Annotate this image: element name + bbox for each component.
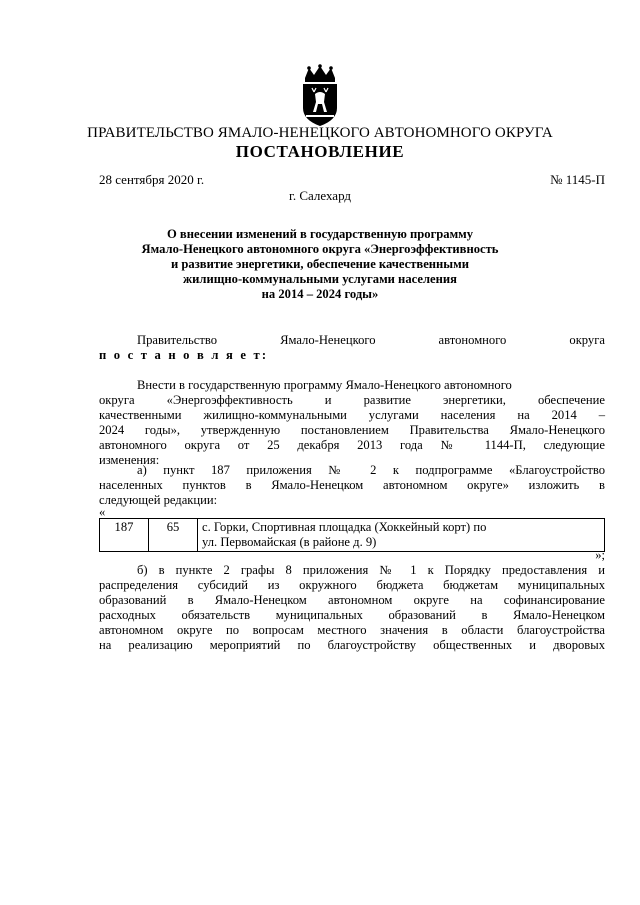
- amendment-table: [99, 518, 605, 552]
- paragraph-line: следующей редакции:: [99, 493, 218, 507]
- preamble-word: округа: [569, 333, 605, 347]
- paragraph-line: качественными жилищно-коммунальными услугами населения на 2014 –: [99, 408, 605, 422]
- paragraph-1: [99, 378, 605, 468]
- paragraph-line: населенных пунктов в Ямало-Ненецком автономном округе» изложить в: [99, 478, 605, 492]
- title-line: и развитие энергетики, обеспечение качественными: [171, 257, 469, 271]
- quote-close: »;: [595, 548, 605, 562]
- paragraph-line: автономном округе по вопросам местного значения в области благоустройства: [99, 623, 605, 637]
- paragraph-line: б) в пункте 2 графы 8 приложения № 1 к Порядку предоставления и: [137, 563, 605, 577]
- government-name: ПРАВИТЕЛЬСТВО ЯМАЛО-НЕНЕЦКОГО АВТОНОМНОГО ОКРУГА: [87, 125, 553, 141]
- title-line: на 2014 – 2024 годы»: [261, 287, 379, 301]
- paragraph-line: изменения:: [99, 453, 160, 467]
- paragraph-line: а) пункт 187 приложения № 2 к подпрограмме «Благоустройство: [137, 463, 605, 477]
- paragraph-a: [99, 463, 605, 508]
- title-line: О внесении изменений в государственную программу: [166, 227, 474, 241]
- document-title: [100, 227, 540, 302]
- paragraph-line: на реализацию мероприятий по благоустройству общественных и дворовых: [99, 638, 605, 652]
- title-line: Ямало-Ненецкого автономного округа «Энергоэффективность: [141, 242, 499, 256]
- document-number: № 1145-П: [550, 172, 605, 187]
- paragraph-line: образований в Ямало-Ненецком автономном округе на софинансирование: [99, 593, 605, 607]
- table-cell-code: 65: [149, 519, 198, 552]
- coat-of-arms-icon: [297, 64, 343, 128]
- preamble-word: Правительство: [137, 333, 218, 347]
- paragraph-line: Внести в государственную программу Ямало-Ненецкого автономного: [137, 378, 512, 392]
- paragraph-line: 2024 годы», утвержденную постановлением Правительства Ямало-Ненецкого: [99, 423, 605, 437]
- paragraph-line: расходных обязательств муниципальных образований в Ямало-Ненецком: [99, 608, 605, 622]
- table-row: [100, 519, 605, 552]
- paragraph-line: автономного округа от 25 декабря 2013 года № 1144-П, следующие: [99, 438, 605, 452]
- description-line: ул. Первомайская (в районе д. 9): [202, 535, 377, 549]
- paragraph-line: округа «Энергоэффективность и развитие энергетики, обеспечение: [99, 393, 605, 407]
- quote-open: «: [99, 505, 106, 519]
- title-line: жилищно-коммунальными услугами населения: [183, 272, 457, 286]
- preamble: [99, 333, 605, 363]
- table-cell-description: [198, 519, 605, 552]
- paragraph-b: [99, 563, 605, 653]
- document-type: ПОСТАНОВЛЕНИЕ: [235, 142, 405, 161]
- document-city: г. Салехард: [288, 188, 352, 203]
- paragraph-line: распределения субсидий из окружного бюджета бюджетам муниципальных: [99, 578, 605, 592]
- document-date: 28 сентября 2020 г.: [99, 172, 205, 187]
- preamble-word: Ямало-Ненецкого: [280, 333, 376, 347]
- preamble-word: автономного: [438, 333, 507, 347]
- description-line: с. Горки, Спортивная площадка (Хоккейный корт) по: [202, 520, 487, 534]
- table-cell-number: 187: [100, 519, 149, 552]
- decree-word: п о с т а н о в л я е т:: [99, 348, 269, 362]
